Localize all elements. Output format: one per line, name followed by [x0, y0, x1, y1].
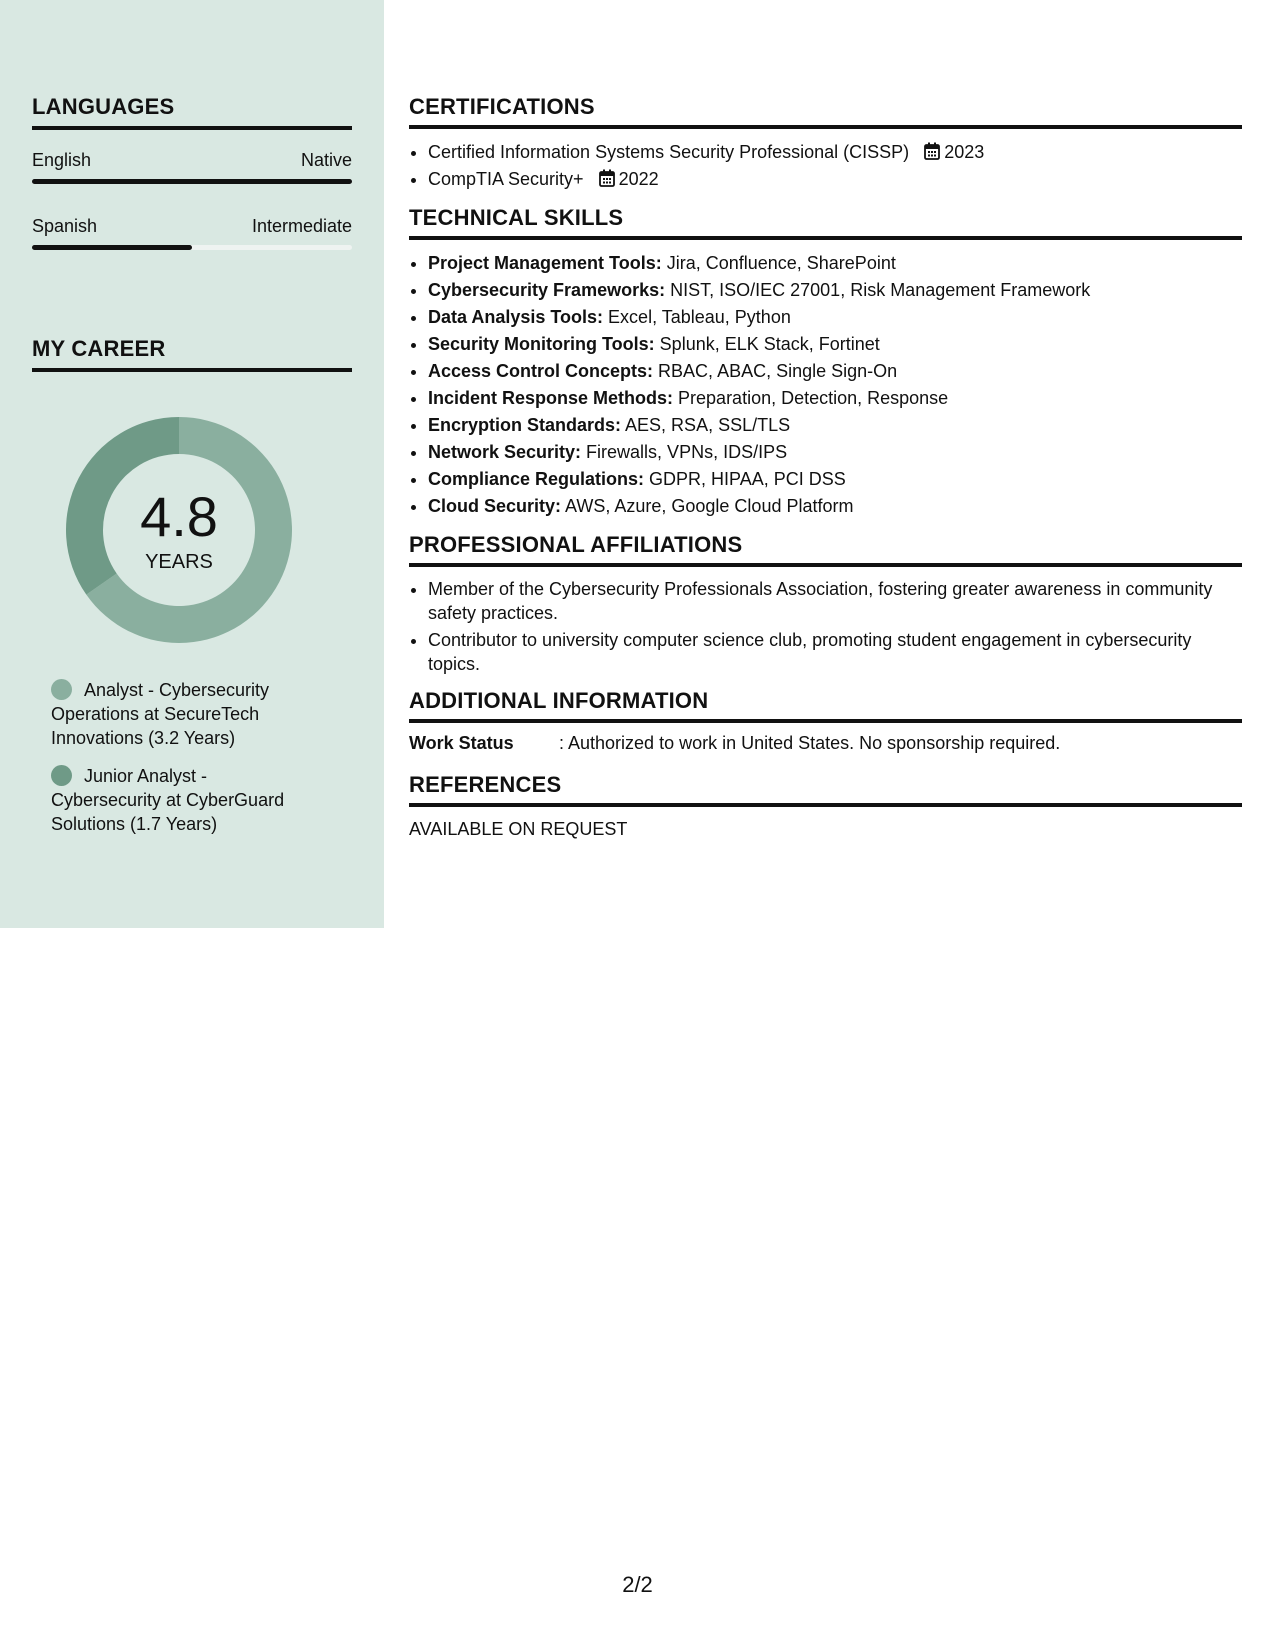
affiliations-section: [409, 532, 1242, 676]
skill-item: [428, 250, 1242, 277]
languages-title: LANGUAGES: [32, 94, 352, 130]
skill-label: Cybersecurity Frameworks:: [428, 280, 666, 300]
main-content: [409, 94, 1242, 840]
skill-value: AES, RSA, SSL/TLS: [621, 415, 791, 435]
language-item: [32, 216, 352, 250]
skill-item: [428, 385, 1242, 412]
skill-value: Firewalls, VPNs, IDS/IPS: [581, 442, 788, 462]
legend-dot-icon: [51, 765, 72, 786]
affiliations-title: PROFESSIONAL AFFILIATIONS: [409, 532, 1242, 567]
skill-item: [428, 304, 1242, 331]
certification-name: CompTIA Security+: [428, 169, 584, 189]
language-name: Spanish: [32, 216, 98, 236]
work-status-value: : Authorized to work in United States. No sponsorship required.: [559, 733, 1061, 753]
skill-value: Preparation, Detection, Response: [673, 388, 949, 408]
legend-dot-icon: [51, 679, 72, 700]
additional-info-title: ADDITIONAL INFORMATION: [409, 688, 1242, 723]
skill-label: Access Control Concepts:: [428, 361, 654, 381]
calendar-icon: [599, 169, 615, 187]
language-level: Native: [300, 150, 352, 170]
certification-name: Certified Information Systems Security Professional (CISSP): [428, 142, 910, 162]
skill-value: NIST, ISO/IEC 27001, Risk Management Framework: [665, 280, 1091, 300]
skill-value: RBAC, ABAC, Single Sign-On: [653, 361, 898, 381]
page-number: 2/2: [622, 1572, 653, 1597]
certification-item: [428, 139, 1242, 166]
skill-label: Encryption Standards:: [428, 415, 622, 435]
skill-value: Splunk, ELK Stack, Fortinet: [654, 334, 880, 354]
career-legend: [51, 678, 311, 850]
language-proficiency-bar: [32, 245, 352, 250]
skill-item: [428, 277, 1242, 304]
language-proficiency-bar: [32, 179, 352, 184]
language-level: Intermediate: [251, 216, 352, 236]
skill-label: Project Management Tools:: [428, 253, 662, 273]
certification-year: 2022: [618, 169, 659, 189]
references-section: [409, 772, 1242, 840]
certification-date: [924, 142, 984, 162]
certification-year: 2023: [944, 142, 985, 162]
certification-item: [428, 166, 1242, 193]
work-status-row: [409, 733, 1242, 754]
career-legend-text: Analyst - Cybersecurity Operations at SecureTech Innovations (3.2 Years): [51, 680, 270, 748]
language-proficiency-fill: [32, 245, 192, 250]
affiliation-item: • Contributor to university computer science club, promoting student engagement in cybersecurity topics.: [428, 628, 1242, 676]
work-status-label: Work Status: [409, 733, 514, 753]
certifications-title: CERTIFICATIONS: [409, 94, 1242, 129]
career-section: [32, 336, 352, 372]
references-title: REFERENCES: [409, 772, 1242, 807]
references-text: AVAILABLE ON REQUEST: [409, 819, 628, 839]
career-years-unit: YEARS: [145, 551, 213, 573]
career-total-years: 4.8: [140, 485, 218, 548]
affiliation-item: • Member of the Cybersecurity Professionals Association, fostering greater awareness in community safety practices.: [428, 577, 1242, 625]
skill-item: [428, 439, 1242, 466]
skill-item: [428, 331, 1242, 358]
skill-item: [428, 412, 1242, 439]
skill-label: Data Analysis Tools:: [428, 307, 604, 327]
calendar-icon: [924, 142, 940, 160]
skill-label: Cloud Security:: [428, 496, 562, 516]
sidebar: [0, 0, 384, 928]
career-legend-item: [51, 764, 311, 836]
skill-item: [428, 493, 1242, 520]
technical-skills-title: TECHNICAL SKILLS: [409, 205, 1242, 240]
skill-value: AWS, Azure, Google Cloud Platform: [561, 496, 854, 516]
skill-label: Security Monitoring Tools:: [428, 334, 655, 354]
career-legend-item: [51, 678, 311, 750]
certification-date: [599, 169, 659, 189]
career-donut-chart: [66, 417, 292, 643]
skill-label: Network Security:: [428, 442, 582, 462]
languages-section: [32, 94, 352, 250]
skill-label: Incident Response Methods:: [428, 388, 674, 408]
skill-value: GDPR, HIPAA, PCI DSS: [644, 469, 846, 489]
technical-skills-section: [409, 205, 1242, 520]
certifications-section: [409, 94, 1242, 193]
skill-label: Compliance Regulations:: [428, 469, 645, 489]
skill-item: [428, 466, 1242, 493]
language-proficiency-fill: [32, 179, 352, 184]
language-item: [32, 150, 352, 184]
skill-value: Jira, Confluence, SharePoint: [661, 253, 896, 273]
additional-info-section: [409, 688, 1242, 754]
affiliations-list: [409, 577, 1242, 676]
language-name: English: [32, 150, 92, 170]
certifications-list: [409, 139, 1242, 193]
skill-item: [428, 358, 1242, 385]
skills-list: [409, 250, 1242, 520]
skill-value: Excel, Tableau, Python: [603, 307, 791, 327]
career-legend-text: Junior Analyst - Cybersecurity at CyberGuard Solutions (1.7 Years): [51, 766, 285, 834]
career-title: MY CAREER: [32, 336, 352, 372]
